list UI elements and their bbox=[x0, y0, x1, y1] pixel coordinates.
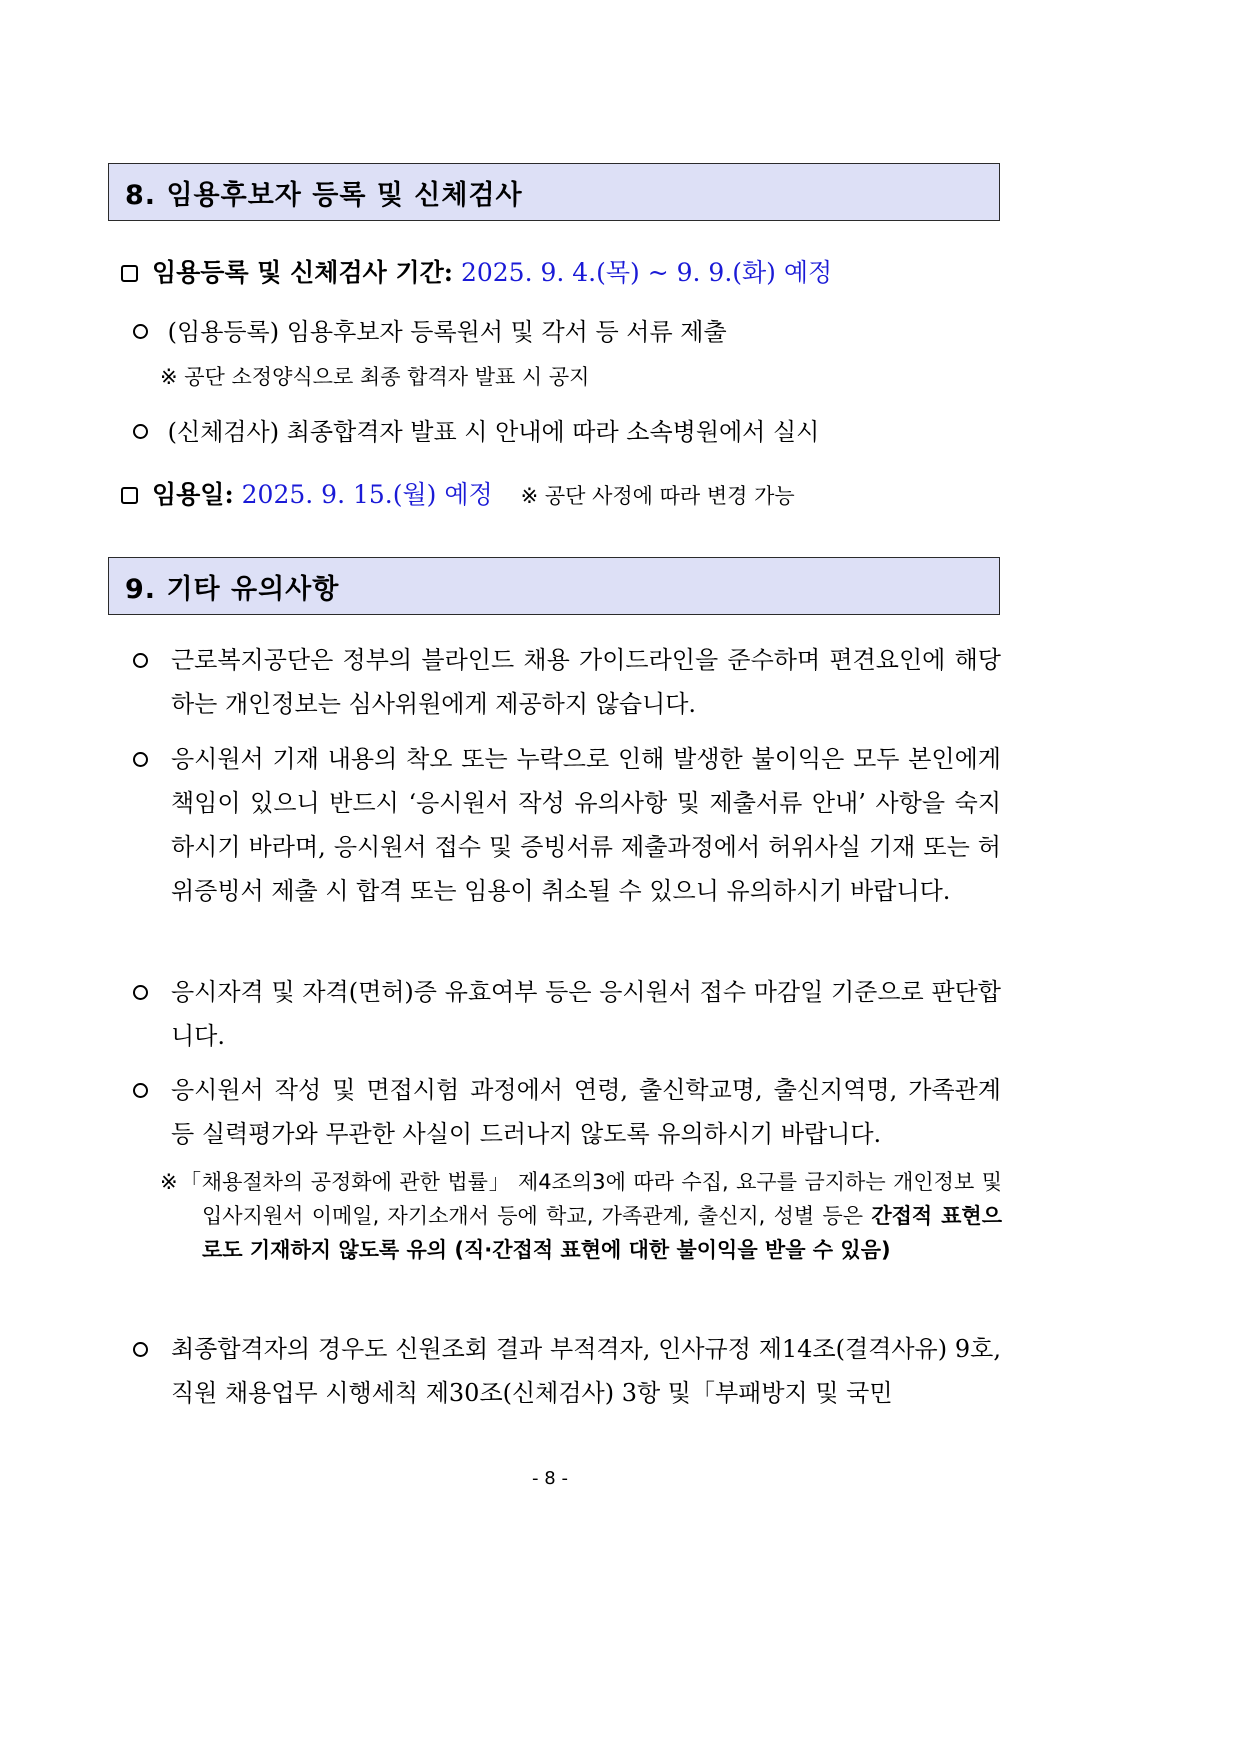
law-note-text: 「채용절차의 공정화에 관한 법률」 제4조의3에 따라 수집, 요구를 금지하는 개인정보 및 입사지원서 이메일, 자기소개서 등에 학교, 가족관계, 출신지, 성별 등은 bbox=[180, 1170, 1002, 1228]
physical-exam-text: (신체검사) 최종합격자 발표 시 안내에 따라 소속병원에서 실시 bbox=[167, 418, 820, 446]
circle-bullet-icon bbox=[133, 1342, 148, 1357]
list-item bbox=[171, 737, 1001, 913]
list-item-text: 응시원서 기재 내용의 착오 또는 누락으로 인해 발생한 불이익은 모두 본인에게 책임이 있으니 반드시 ‘응시원서 작성 유의사항 및 제출서류 안내’ 사항을 숙지하시기 바라며, 응시원서 접수 및 증빙서류 제출과정에서 허위사실 기재 또는 허위증빙서 제출 시 합격 또는 임용이 취소될 수 있으니 유의하시기 바랍니다. bbox=[171, 745, 1001, 905]
law-note-emphasis: 간접적 표현으로도 기재하지 않도록 유의 (직·간접적 표현에 대한 불이익을 받을 수 있음) bbox=[202, 1204, 1002, 1262]
period-value: 2025. 9. 4.(목) ~ 9. 9.(화) 예정 bbox=[460, 258, 833, 287]
list-item-text: 최종합격자의 경우도 신원조회 결과 부적격자, 인사규정 제14조(결격사유) 9호, 직원 채용업무 시행세칙 제30조(신체검사) 3항 및「부패방지 및 국민 bbox=[171, 1335, 1001, 1407]
section-9-header bbox=[108, 557, 1000, 615]
appointment-date-value: 2025. 9. 15.(월) 예정 bbox=[241, 480, 493, 509]
appointment-date-note: ※ 공단 사정에 따라 변경 가능 bbox=[520, 484, 795, 508]
list-item bbox=[171, 1068, 1001, 1156]
checkbox-square-icon bbox=[121, 487, 138, 504]
list-item-text: 근로복지공단은 정부의 블라인드 채용 가이드라인을 준수하며 편견요인에 해당하는 개인정보는 심사위원에게 제공하지 않습니다. bbox=[171, 646, 1001, 718]
checkbox-square-icon bbox=[121, 265, 138, 282]
list-item-text: 응시원서 작성 및 면접시험 과정에서 연령, 출신학교명, 출신지역명, 가족관계 등 실력평가와 무관한 사실이 드러나지 않도록 유의하시기 바랍니다. bbox=[171, 1076, 1001, 1148]
appointment-date-line bbox=[121, 482, 795, 507]
circle-bullet-icon bbox=[133, 653, 148, 668]
period-line bbox=[121, 260, 832, 285]
section-8-header bbox=[108, 163, 1000, 221]
circle-bullet-icon bbox=[133, 752, 148, 767]
period-label: 임용등록 및 신체검사 기간: bbox=[152, 258, 453, 287]
circle-bullet-icon bbox=[133, 1083, 148, 1098]
section-8-title: 8. 임용후보자 등록 및 신체검사 bbox=[125, 179, 523, 211]
registration-text: (임용등록) 임용후보자 등록원서 및 각서 등 서류 제출 bbox=[167, 318, 727, 346]
list-item bbox=[171, 970, 1001, 1058]
list-item-text: 응시자격 및 자격(면허)증 유효여부 등은 응시원서 접수 마감일 기준으로 판단합니다. bbox=[171, 978, 1001, 1050]
section-9-title: 9. 기타 유의사항 bbox=[125, 573, 340, 605]
list-item bbox=[171, 638, 1001, 726]
circle-bullet-icon bbox=[133, 424, 148, 439]
registration-note: ※ 공단 소정양식으로 최종 합격자 발표 시 공지 bbox=[160, 365, 590, 389]
note-marker: ※ bbox=[160, 1170, 178, 1194]
circle-bullet-icon bbox=[133, 324, 148, 339]
registration-bullet bbox=[133, 320, 727, 344]
page-number: - 8 - bbox=[532, 1468, 568, 1489]
law-note bbox=[160, 1165, 1002, 1267]
appointment-date-label: 임용일: bbox=[152, 480, 234, 509]
circle-bullet-icon bbox=[133, 985, 148, 1000]
physical-exam-bullet bbox=[133, 420, 819, 444]
list-item bbox=[171, 1327, 1001, 1415]
